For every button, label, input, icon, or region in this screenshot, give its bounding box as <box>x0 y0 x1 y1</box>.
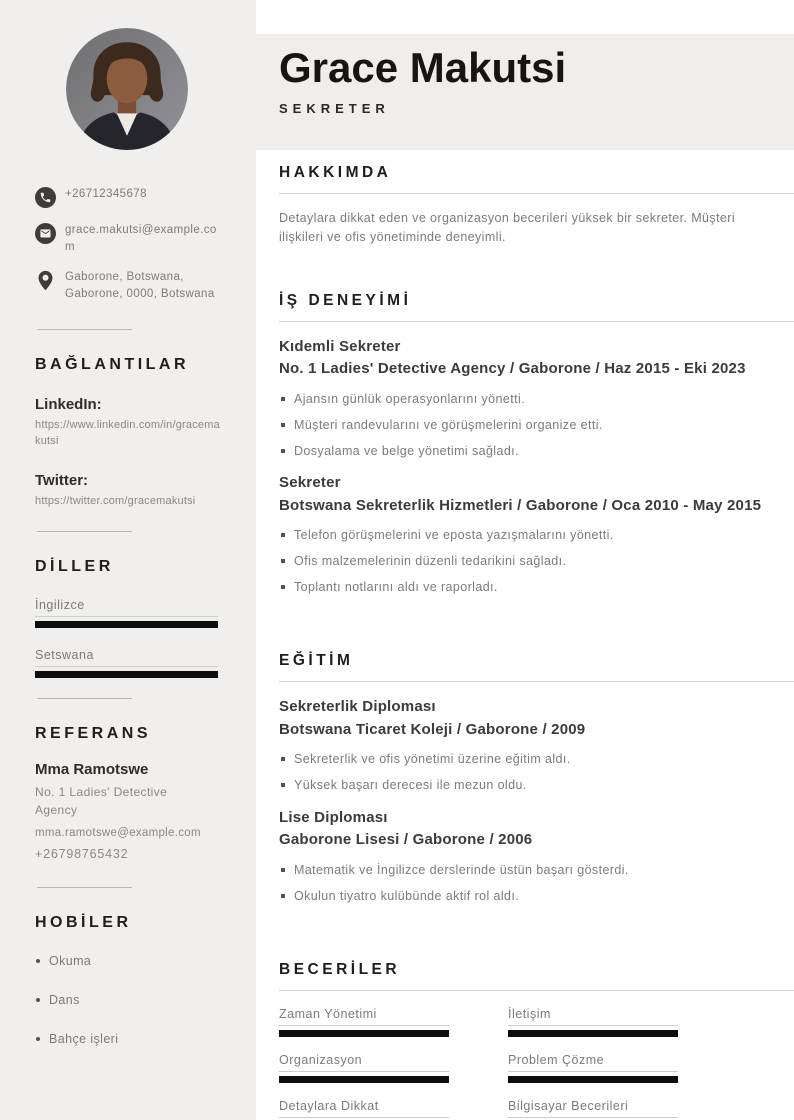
linkedin-url[interactable]: https://www.linkedin.com/in/gracemakutsi <box>35 418 220 448</box>
reference-section <box>35 725 218 861</box>
skill-level-bar <box>279 1030 449 1037</box>
education-entry <box>279 696 794 794</box>
hobby-item: Bahçe işleri <box>35 1032 218 1046</box>
main-column <box>256 0 794 1120</box>
language-item <box>35 598 218 628</box>
education-title: Sekreterlik Diploması <box>279 698 436 715</box>
education-bullet: Yüksek başarı derecesi ile mezun oldu. <box>279 777 794 794</box>
skill-item <box>508 1099 678 1120</box>
twitter-url[interactable]: https://twitter.com/gracemakutsi <box>35 494 196 507</box>
job-bullets <box>279 391 794 460</box>
skill-level-bar <box>508 1076 678 1083</box>
sidebar <box>0 0 256 1120</box>
reference-phone: +26798765432 <box>35 846 129 861</box>
contact-row-email <box>35 222 218 255</box>
link-item-linkedin <box>35 396 218 450</box>
about-text: Detaylara dikkat eden ve organizasyon becerileri yüksek bir sekreter. Müşteri ilişkileri ve ofis yönetiminde deneyimli. <box>279 211 735 245</box>
email-icon <box>35 223 56 244</box>
skills-heading: BECERİLER <box>279 960 401 978</box>
divider <box>37 698 132 699</box>
phone-icon <box>35 187 56 208</box>
links-heading: BAĞLANTILAR <box>35 355 190 373</box>
language-item <box>35 648 218 678</box>
section-rule <box>279 990 794 991</box>
experience-section <box>279 292 794 596</box>
reference-company: No. 1 Ladies' Detective Agency <box>35 785 168 817</box>
skill-item <box>279 1007 449 1037</box>
hobby-item: Dans <box>35 993 218 1007</box>
address-value: Gaborone, Botswana, Gaborone, 0000, Botswana <box>65 271 215 301</box>
skill-item <box>279 1099 449 1120</box>
divider <box>37 531 132 532</box>
linkedin-label: LinkedIn: <box>35 395 102 413</box>
header <box>256 34 794 150</box>
job-bullet: Dosyalama ve belge yönetimi sağladı. <box>279 443 794 460</box>
email-value[interactable]: grace.makutsi@example.com <box>65 224 217 253</box>
education-bullet: Matematik ve İngilizce derslerinde üstün başarı gösterdi. <box>279 862 794 879</box>
language-name: İngilizce <box>35 598 218 617</box>
skill-level-bar <box>279 1076 449 1083</box>
contact-row-address <box>35 269 218 302</box>
education-section <box>279 652 794 905</box>
location-pin-icon <box>35 270 56 291</box>
skill-item <box>508 1007 678 1037</box>
skill-name: Zaman Yönetimi <box>279 1007 449 1026</box>
section-rule <box>279 681 794 682</box>
job-bullet: Müşteri randevularını ve görüşmelerini organize etti. <box>279 417 794 434</box>
skill-name: Detaylara Dikkat <box>279 1099 449 1118</box>
divider <box>37 887 132 888</box>
reference-email[interactable]: mma.ramotswe@example.com <box>35 826 201 839</box>
experience-heading: İŞ DENEYİMİ <box>279 291 412 309</box>
education-bullets <box>279 751 794 794</box>
hobby-list <box>35 954 218 1046</box>
job-meta: No. 1 Ladies' Detective Agency / Gaborone / Haz 2015 - Eki 2023 <box>279 360 746 378</box>
job-bullets <box>279 527 794 596</box>
hobbies-heading: HOBİLER <box>35 913 132 931</box>
job-bullet: Ajansın günlük operasyonlarını yönetti. <box>279 391 794 408</box>
hobby-item: Okuma <box>35 954 218 968</box>
job-bullet: Toplantı notlarını aldı ve raporladı. <box>279 579 794 596</box>
profile-photo-illustration <box>66 28 188 150</box>
phone-value: +26712345678 <box>65 188 147 200</box>
education-meta: Gaborone Lisesi / Gaborone / 2006 <box>279 831 533 849</box>
profile-photo <box>66 28 188 150</box>
education-entry <box>279 807 794 905</box>
skill-name: Problem Çözme <box>508 1053 678 1072</box>
education-meta: Botswana Ticaret Koleji / Gaborone / 2009 <box>279 720 586 738</box>
skill-item <box>508 1053 678 1083</box>
divider <box>37 329 132 330</box>
reference-heading: REFERANS <box>35 725 152 743</box>
skills-section <box>279 961 794 1120</box>
skill-name: İletişim <box>508 1007 678 1026</box>
skill-name: Organizasyon <box>279 1053 449 1072</box>
section-rule <box>279 193 794 194</box>
job-bullet: Ofis malzemelerinin düzenli tedarikini sağladı. <box>279 553 794 570</box>
education-bullet: Okulun tiyatro kulübünde aktif rol aldı. <box>279 888 794 905</box>
skills-grid <box>279 1007 794 1120</box>
contact-section <box>35 186 218 303</box>
languages-heading: DİLLER <box>35 558 114 576</box>
job-title: Kıdemli Sekreter <box>279 337 401 355</box>
link-item-twitter <box>35 472 218 510</box>
skill-level-bar <box>508 1030 678 1037</box>
twitter-label: Twitter: <box>35 471 89 489</box>
job-title: Sekreter <box>279 474 341 492</box>
language-level-bar <box>35 621 218 628</box>
language-level-bar <box>35 671 218 678</box>
education-heading: EĞİTİM <box>279 652 354 669</box>
education-bullets <box>279 862 794 905</box>
job-entry <box>279 336 794 460</box>
education-title: Lise Diploması <box>279 808 388 826</box>
job-meta: Botswana Sekreterlik Hizmetleri / Gaborone / Oca 2010 - May 2015 <box>279 496 762 514</box>
education-bullet: Sekreterlik ve ofis yönetimi üzerine eğitim aldı. <box>279 751 794 768</box>
reference-name: Mma Ramotswe <box>35 761 149 779</box>
section-rule <box>279 321 794 322</box>
contact-row-phone <box>35 186 218 208</box>
person-name: Grace Makutsi <box>279 44 567 91</box>
about-heading: HAKKIMDA <box>279 164 392 181</box>
skill-name: Bilgisayar Becerileri <box>508 1099 678 1118</box>
about-section <box>279 164 794 248</box>
languages-section <box>35 558 218 678</box>
person-job-title: SEKRETER <box>279 101 390 117</box>
job-entry <box>279 472 794 596</box>
hobbies-section <box>35 914 218 1046</box>
links-section <box>35 356 218 510</box>
language-name: Setswana <box>35 648 218 667</box>
skill-item <box>279 1053 449 1083</box>
job-bullet: Telefon görüşmelerini ve eposta yazışmalarını yönetti. <box>279 527 794 544</box>
